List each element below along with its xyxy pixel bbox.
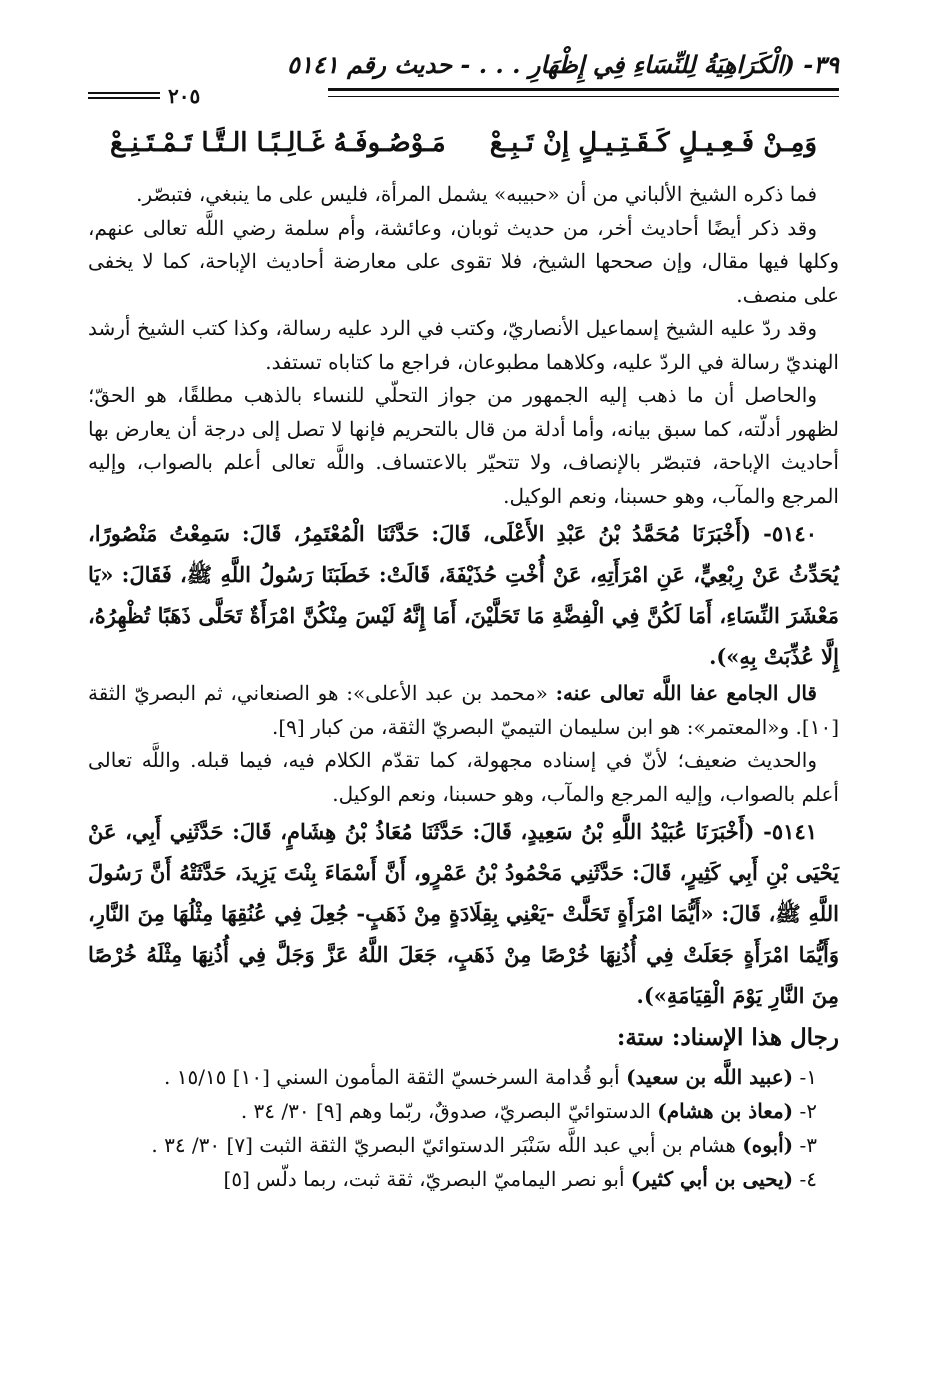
narrator-description: هشام بن أبي عبد اللَّه سَنْبَر الدستوائيّ البصريّ الثقة الثبت [٧] ٣٠/ ٣٤ . xyxy=(151,1133,736,1157)
poetry-verse xyxy=(110,128,817,158)
narrator-name: (عبيد اللَّه بن سعيد) xyxy=(626,1065,794,1089)
hadith-text: (أَخْبَرَنَا مُحَمَّدُ بْنُ عَبْدِ الأَعْلَى، قَالَ: حَدَّثَنَا الْمُعْتَمِرُ، قَالَ: سَمِعْتُ مَنْصُورًا، يُحَدِّثُ عَنْ رِبْعِيٍّ، عَنِ امْرَأَتِهِ، عَنْ أُخْتِ حُذَيْفَةَ، قَالَتْ: خَطَبَنَا رَسُولُ اللَّهِ ﷺ، فَقَالَ: «يَا مَعْشَرَ النِّسَاءِ، أَمَا لَكُنَّ فِي الْفِضَّةِ مَا تَحَلَّيْنَ، أَمَا إِنَّهُ لَيْسَ مِنْكُنَّ امْرَأَةٌ تَحَلَّى ذَهَبًا تُظْهِرُهُ، إِلَّا عُذِّبَتْ بِهِ»). xyxy=(88,521,839,669)
narrator-item xyxy=(88,1094,839,1128)
header-rule-thin xyxy=(328,96,839,97)
section-title: رجال هذا الإسناد: ستة: xyxy=(616,1024,839,1051)
narrator-number: ١- xyxy=(799,1065,817,1089)
hadith-5141 xyxy=(88,811,839,1016)
page-number-rules xyxy=(88,92,160,102)
narrator-number: ٤- xyxy=(799,1167,817,1191)
page-number: ٢٠٥ xyxy=(168,84,201,108)
commentary-text: «محمد بن عبد الأعلى»: هو الصنعاني، ثم البصريّ الثقة [١٠]. و«المعتمر»: هو ابن سليمان التيميّ البصريّ الثقة، من كبار [٩]. xyxy=(88,681,839,739)
hadith-5140 xyxy=(88,513,839,677)
paragraph: والحاصل أن ما ذهب إليه الجمهور من جواز التحلّي للنساء بالذهب مطلقًا، هو الحقّ؛ لظهور أدلّته، كما سبق بيانه، وأما أدلة من قال بالتحريم فإنها لا تصل إلى درجة أن يعارض بها أحاديث الإباحة، فتبصّر بالإنصاف، ولا تتحيّر بالاعتساف. واللَّه تعالى أعلم بالصواب، وإليه المرجع والمآب، وهو حسبنا، ونعم الوكيل. xyxy=(88,383,839,508)
narrator-number: ٢- xyxy=(799,1099,817,1123)
commentary-label: قال الجامع عفا اللَّه تعالى عنه: xyxy=(555,681,817,705)
running-title: ٣٩- (الْكَرَاهِيَةُ لِلنِّسَاءِ فِي إِظْهَارِ . . . - حديث رقم ٥١٤١ xyxy=(287,50,839,79)
verse-second-hemistich: مَـوْصُـوفَـهُ غَـالِـبًـا الـتَّـا تَـمْـتَـنِـعْ xyxy=(110,128,446,158)
commentary-note xyxy=(88,677,839,744)
narrator-name: (يحيى بن أبي كثير) xyxy=(630,1167,794,1191)
narrator-description: أبو قُدامة السرخسيّ الثقة المأمون السني [١٠] ١٥/١٥ . xyxy=(164,1065,620,1089)
hadith-text: (أَخْبَرَنَا عُبَيْدُ اللَّهِ بْنُ سَعِيدٍ، قَالَ: حَدَّثَنَا مُعَاذُ بْنُ هِشَامٍ، قَالَ: حَدَّثَنِي أَبِي، عَنْ يَحْيَى بْنِ أَبِي كَثِيرٍ، قَالَ: حَدَّثَنِي مَحْمُودُ بْنُ عَمْرٍو، أَنَّ أَسْمَاءَ بِنْتَ يَزِيدَ، حَدَّثَتْهُ أَنَّ رَسُولَ اللَّهِ ﷺ، قَالَ: «أَيُّمَا امْرَأَةٍ تَحَلَّتْ -يَعْنِي بِقِلَادَةٍ مِنْ ذَهَبٍ- جُعِلَ فِي عُنُقِهَا مِثْلُهَا مِنَ النَّارِ، وَأَيُّمَا امْرَأَةٍ جَعَلَتْ فِي أُذُنِهَا خُرْصًا مِنْ ذَهَبٍ، جَعَلَ اللَّهُ عَزَّ وَجَلَّ فِي أُذُنِهَا مِثْلَهُ خُرْصًا مِنَ النَّارِ يَوْمَ الْقِيَامَةِ»). xyxy=(88,819,839,1008)
page-body xyxy=(88,178,839,1196)
narrator-item xyxy=(88,1060,839,1094)
hadith-number: ٥١٤٠- xyxy=(763,521,817,546)
paragraph: فما ذكره الشيخ الألباني من أن «حبيبه» يشمل المرأة، فليس على ما ينبغي، فتبصّر. xyxy=(136,182,817,206)
narrator-name: (أبوه) xyxy=(742,1133,794,1157)
header-rule xyxy=(328,88,839,91)
hadith-number: ٥١٤١- xyxy=(763,819,818,844)
paragraph: وقد ذكر أيضًا أحاديث أخر، من حديث ثوبان، وعائشة، وأم سلمة رضي اللَّه تعالى عنهم، وكلها فيها مقال، وإن صححها الشيخ، فلا تقوى على معارضة أحاديث الإباحة، كما لا يخفى على منصف. xyxy=(88,215,839,307)
narrator-description: الدستوائيّ البصريّ، صدوقٌ، ربّما وهم [٩] ٣٠/ ٣٤ . xyxy=(240,1099,651,1123)
page-header xyxy=(88,50,839,108)
narrator-name: (معاذ بن هشام) xyxy=(657,1099,794,1123)
verse-first-hemistich: وَمِـنْ فَـعِـيـلٍ كَـقَـتِـيـلٍ إِنْ تَـبِـعْ xyxy=(489,128,817,158)
narrator-number: ٣- xyxy=(799,1133,817,1157)
narrator-description: أبو نصر اليماميّ البصريّ، ثقة ثبت، ربما دلّس [٥] xyxy=(223,1167,625,1191)
paragraph: وقد ردّ عليه الشيخ إسماعيل الأنصاريّ، وكتب في الرد عليه رسالة، وكذا كتب الشيخ أرشد الهنديّ رسالة في الردّ عليه، وكلاهما مطبوعان، فراجع ما كتاباه تستفد. xyxy=(88,316,839,374)
narrator-item xyxy=(88,1128,839,1162)
narrator-item xyxy=(88,1162,839,1196)
paragraph: والحديث ضعيف؛ لأنّ في إسناده مجهولة، كما تقدّم الكلام فيه، فيما قبله. واللَّه تعالى أعلم بالصواب، وإليه المرجع والمآب، وهو حسبنا، ونعم الوكيل. xyxy=(88,748,839,806)
